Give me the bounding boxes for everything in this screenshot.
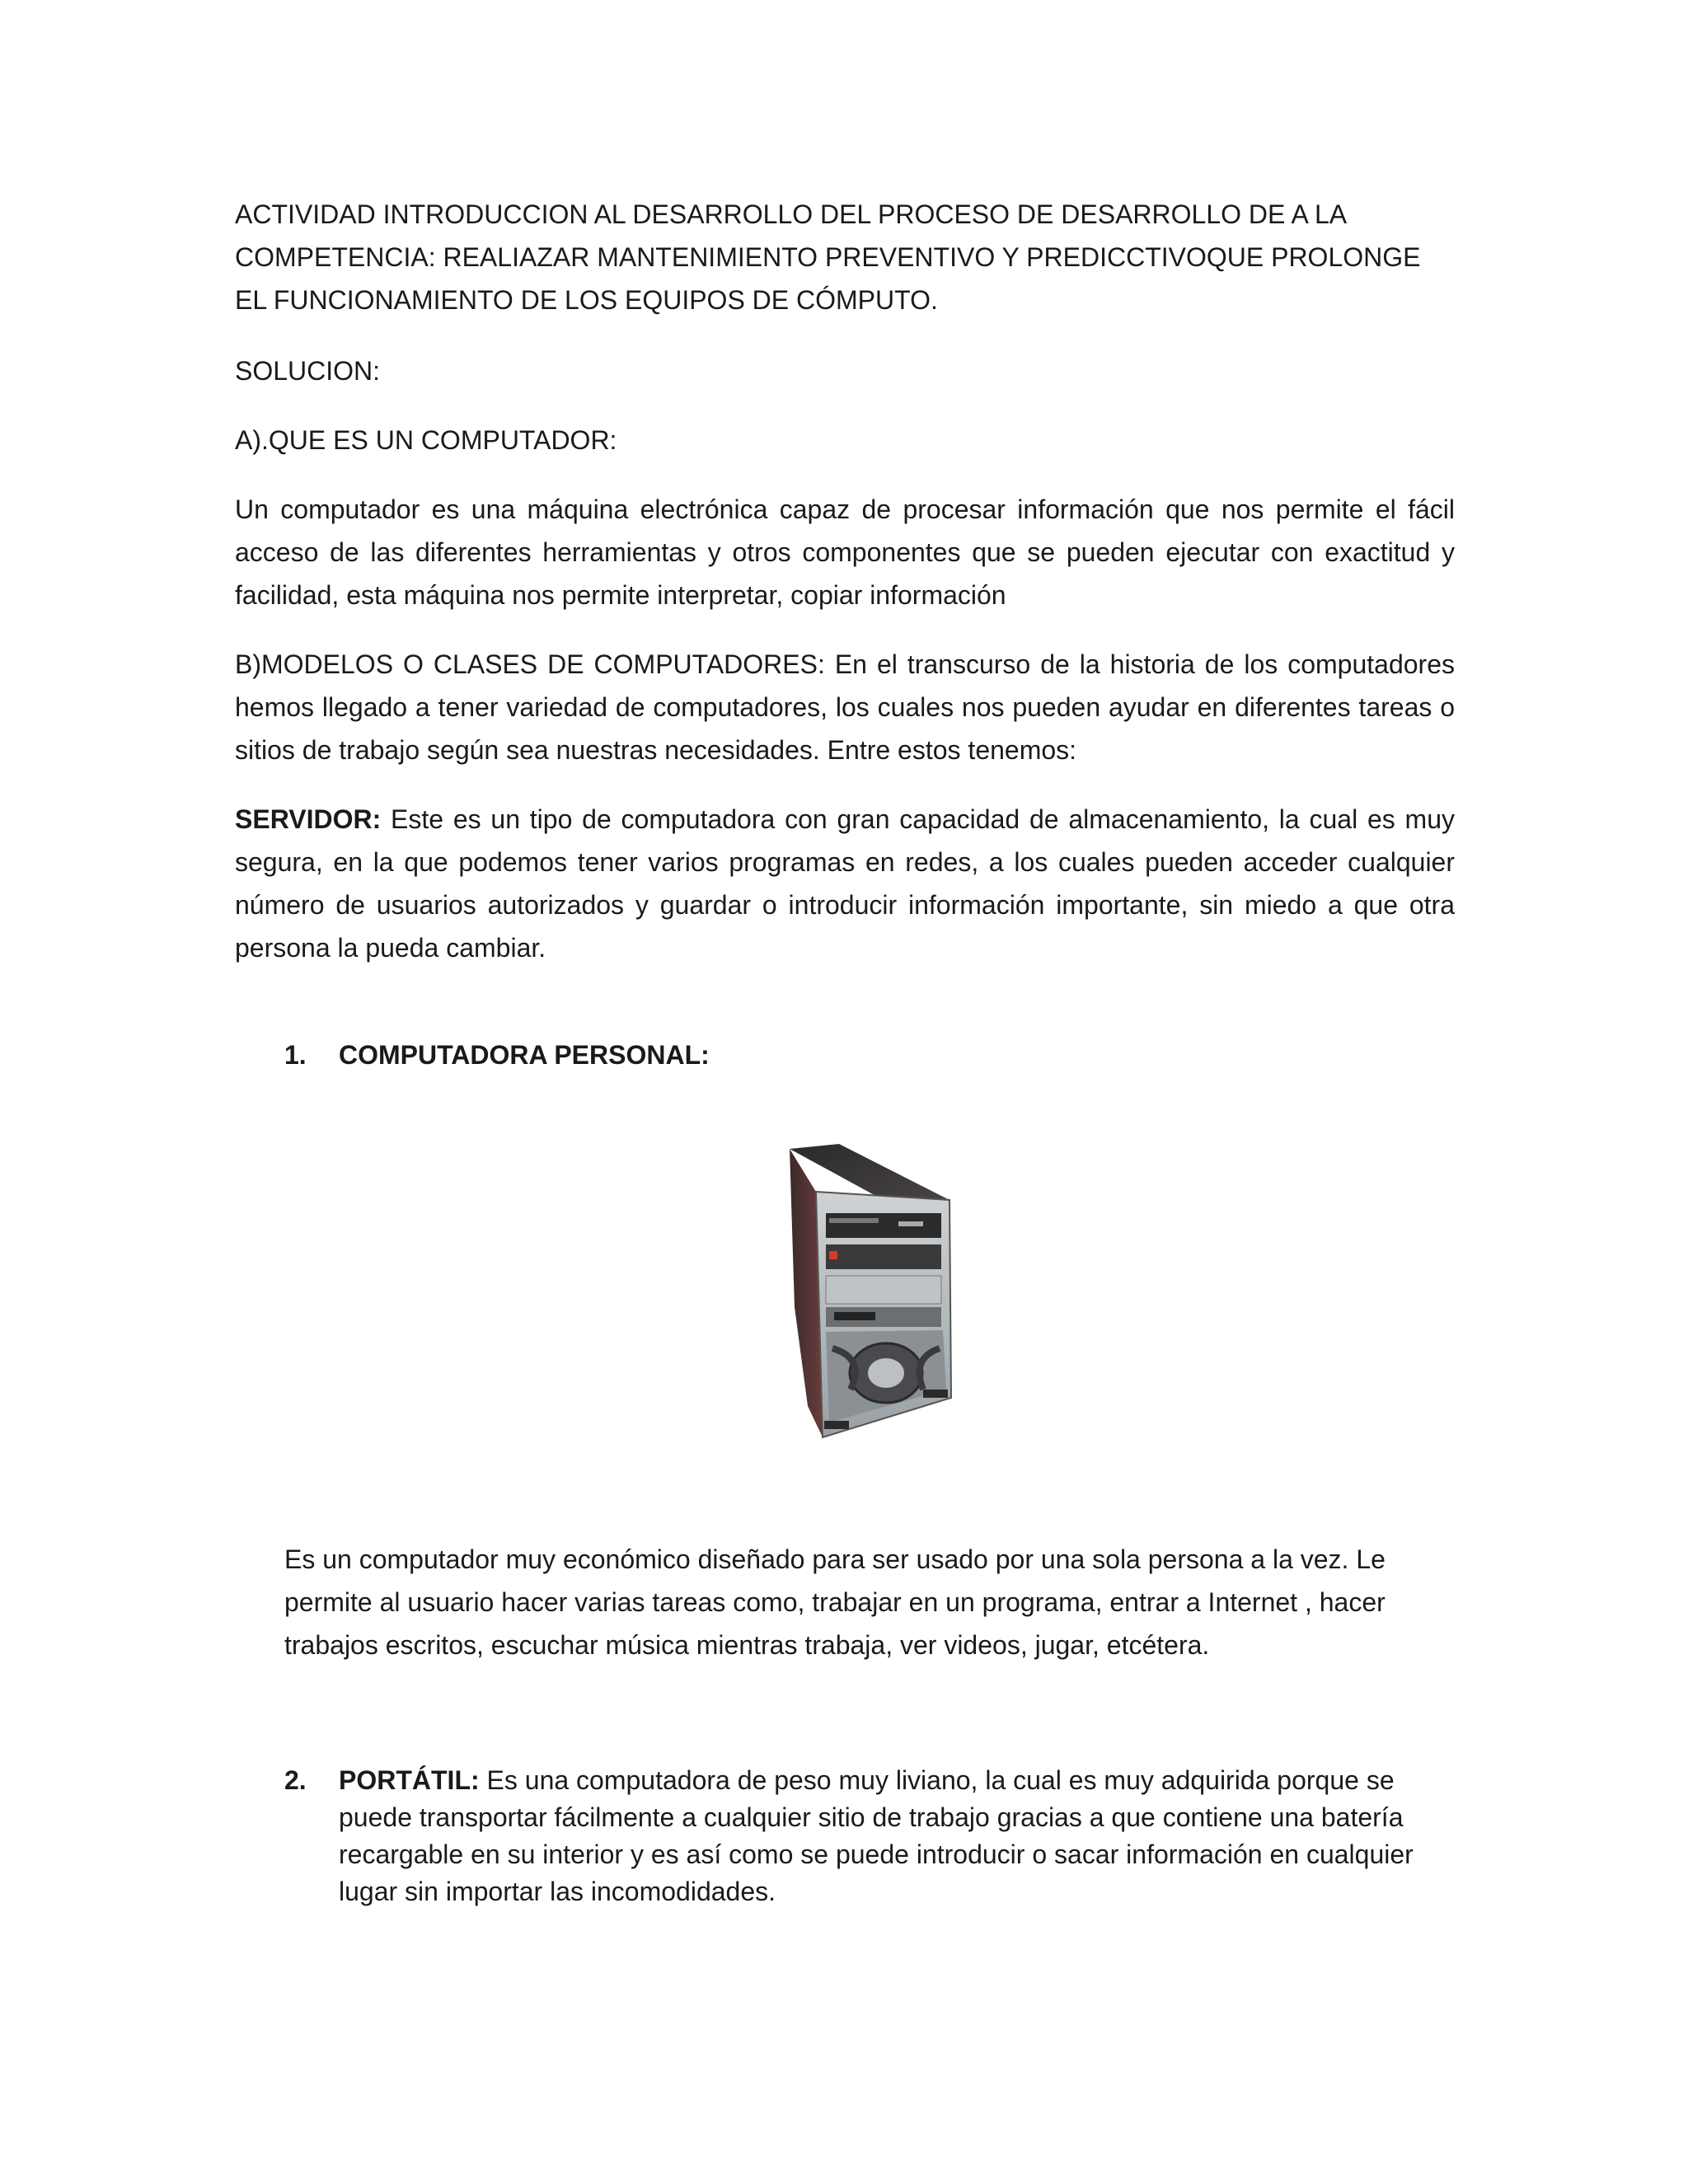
pc-tower-icon [775, 1142, 964, 1439]
servidor-paragraph [235, 798, 1455, 969]
document-title: ACTIVIDAD INTRODUCCION AL DESARROLLO DEL PROCESO DE DESARROLLO DE A LA COMPETENCIA: REALIAZAR MANTENIMIENTO PREVENTIVO Y PREDICCTIVOQUE PROLONGE EL FUNCIONAMIENTO DE LOS EQUIPOS DE CÓMPUTO. [235, 199, 1421, 315]
list-item-computadora-personal [284, 1033, 1455, 1076]
computadora-personal-description: Es un computador muy económico diseñado para ser usado por una sola persona a la vez. Le permite al usuario hacer varias tareas como, trabajar en un programa, entrar a Internet , hacer trabajos escritos, escuchar música mientras trabaja, ver videos, jugar, etcétera. [284, 1544, 1386, 1660]
solucion-label: SOLUCION: [235, 356, 381, 386]
list-item-label: PORTÁTIL: [339, 1765, 480, 1795]
section-b-paragraph: B)MODELOS O CLASES DE COMPUTADORES: En el transcurso de la historia de los computadores hemos llegado a tener variedad de computadores, los cuales nos pueden ayudar en diferentes tareas o sitios de trabajo según sea nuestras necesidades. Entre estos tenemos: [235, 649, 1455, 765]
list-item-label: COMPUTADORA PERSONAL: [339, 1040, 710, 1070]
section-a-paragraph: Un computador es una máquina electrónica capaz de procesar información que nos permite el fácil acceso de las diferentes herramientas y otros componentes que se pueden ejecutar con exactitud y facilidad, esta máquina nos permite interpretar, copiar información [235, 494, 1455, 610]
section-a-heading: A).QUE ES UN COMPUTADOR: [235, 425, 617, 455]
servidor-label: SERVIDOR: [235, 804, 382, 834]
list-number: 1. [284, 1040, 307, 1070]
list-item-text: Es una computadora de peso muy liviano, la cual es muy adquirida porque se puede transportar fácilmente a cualquier sitio de trabajo gracias a que contiene una batería recargable en su interior y es así como se puede introducir o sacar información en cualquier lugar sin importar las incomodidades. [339, 1765, 1414, 1906]
list-number: 2. [284, 1765, 307, 1795]
servidor-text: Este es un tipo de computadora con gran capacidad de almacenamiento, la cual es muy segura, en la que podemos tener varios programas en redes, a los cuales pueden acceder cualquier número de usuarios autorizados y guardar o introducir información importante, sin miedo a que otra persona la pueda cambiar. [235, 804, 1455, 963]
list-item-portatil [284, 1762, 1455, 1910]
